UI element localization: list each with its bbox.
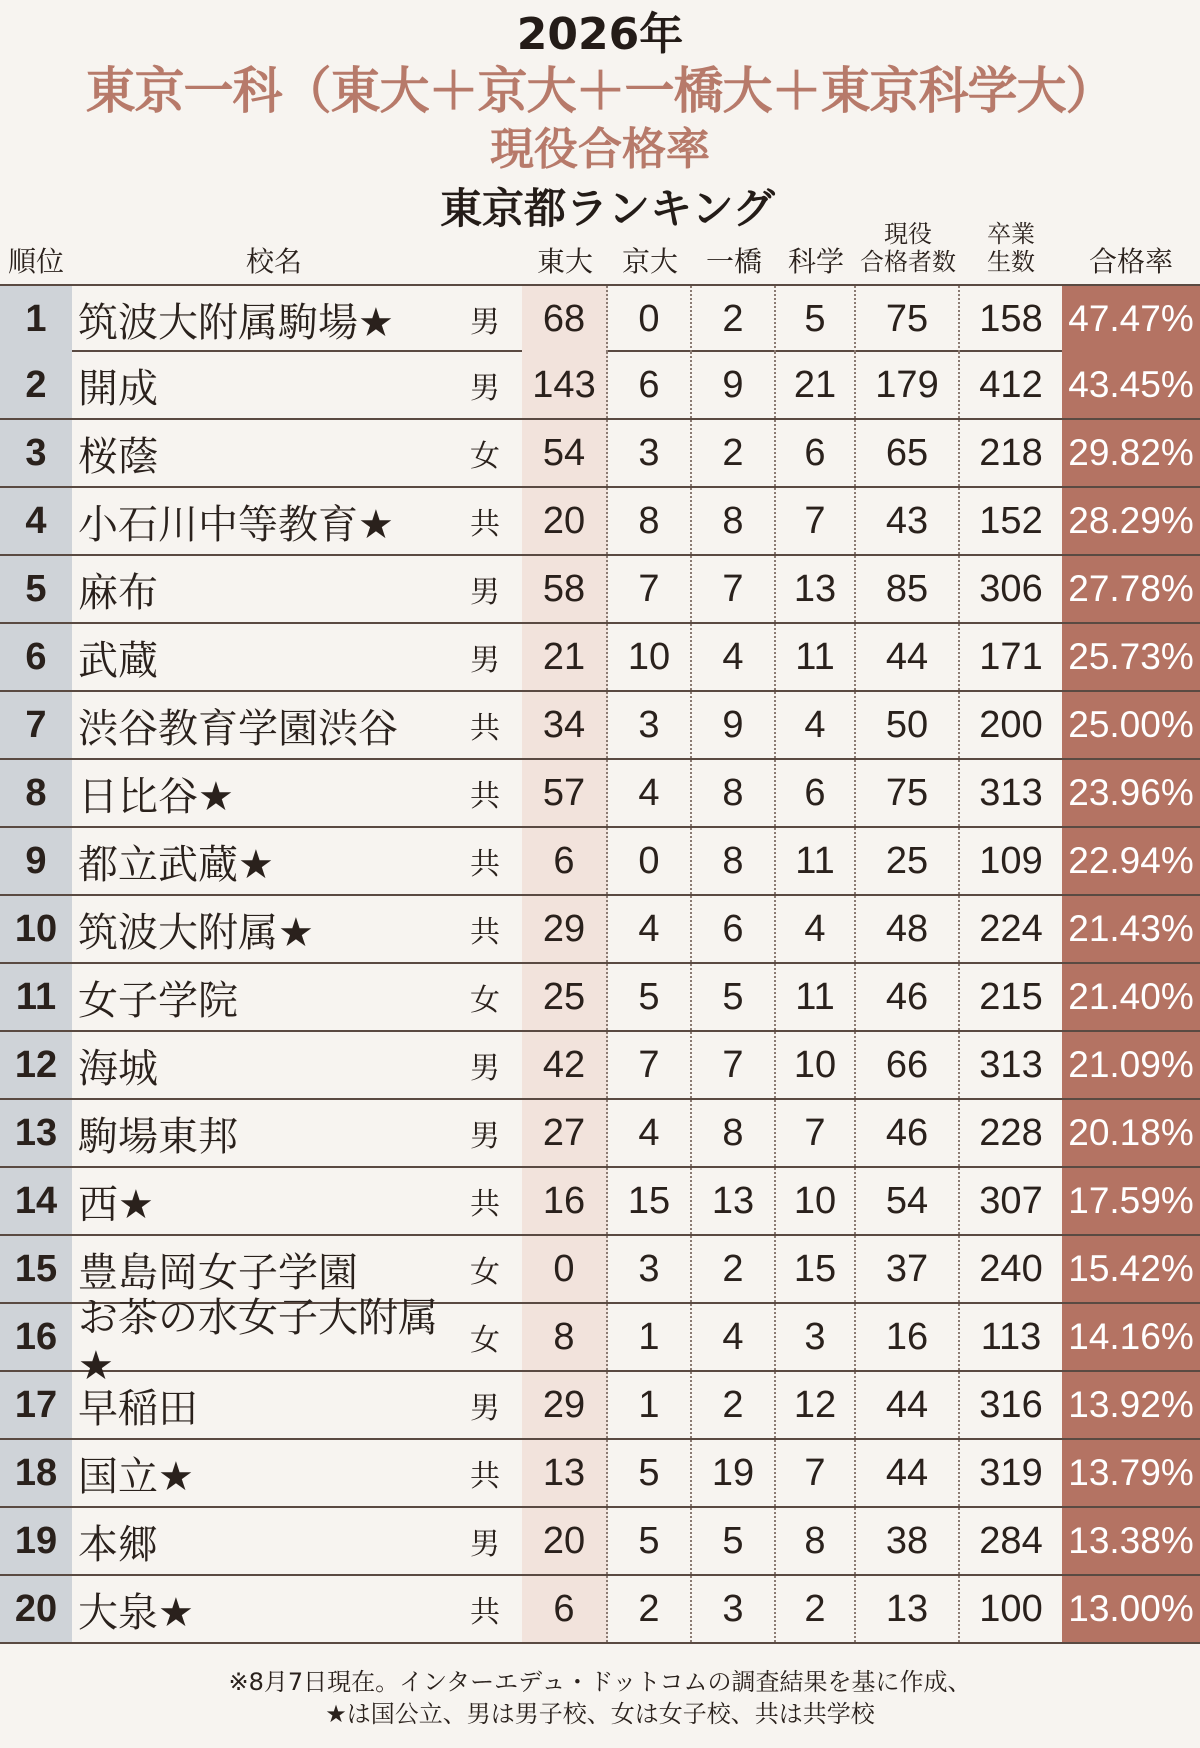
title-year: 2026年 [516,9,684,60]
kyodai-cell: 8 [608,488,692,554]
passers-cell: 44 [856,624,960,690]
school-name-cell: 小石川中等教育★ [78,501,394,548]
school-name-cell: 武蔵 [78,637,158,684]
passers-cell: 25 [856,828,960,894]
school-name-cell: 都立武蔵★ [78,841,274,888]
school-type-cell: 男 [470,1051,500,1086]
rank-cell: 9 [0,828,72,894]
school-type-cell: 男 [470,643,500,678]
rank-cell: 17 [0,1372,72,1438]
kyodai-cell: 0 [608,828,692,894]
table-row [0,1032,1200,1100]
school-type-cell: 共 [470,847,500,882]
hitotsubashi-cell: 2 [692,1372,776,1438]
school-type-cell: 女 [470,439,500,474]
kyodai-cell: 5 [608,964,692,1030]
rank-cell: 4 [0,488,72,554]
rank-cell: 5 [0,556,72,622]
graduates-cell: 284 [979,1519,1043,1562]
rank-cell: 10 [0,896,72,962]
school-name-cell: 国立★ [78,1453,194,1500]
graduates-cell: 100 [979,1587,1043,1630]
school-type-cell: 女 [470,1255,500,1290]
graduates-cell: 319 [979,1451,1043,1494]
kyodai-cell: 6 [608,352,692,418]
pass-rate-cell: 47.47% [1062,286,1200,352]
hitotsubashi-cell: 9 [692,352,776,418]
school-name-cell: 桜蔭 [78,433,158,480]
school-name-cell: 西★ [78,1181,154,1228]
table-row [0,1100,1200,1168]
todai-cell: 0 [522,1236,608,1302]
header-grads-line1: 卒業 [987,220,1035,248]
ranking-table [0,284,1200,1644]
header-kyodai: 京大 [621,245,678,278]
kagaku-cell: 7 [776,1100,856,1166]
hitotsubashi-cell: 3 [692,1576,776,1642]
passers-cell: 38 [856,1508,960,1574]
table-row [0,1440,1200,1508]
header-rate: 合格率 [1088,245,1173,278]
pass-rate-cell: 14.16% [1062,1304,1200,1370]
graduates-cell: 412 [979,363,1043,406]
rank-cell: 12 [0,1032,72,1098]
school-type-cell: 男 [470,575,500,610]
todai-cell: 29 [522,1372,608,1438]
table-row [0,896,1200,964]
table-row [0,352,1200,420]
todai-cell: 68 [522,286,608,352]
kyodai-cell: 3 [608,420,692,486]
school-type-cell: 男 [470,305,500,340]
footnote [0,1666,1200,1730]
graduates-cell: 200 [979,703,1043,746]
footnote-line2: ★は国公立、男は男子校、女は女子校、共は共学校 [325,1700,875,1728]
kagaku-cell: 10 [776,1168,856,1234]
school-name-cell: 駒場東邦 [78,1113,238,1160]
kagaku-cell: 5 [776,286,856,352]
title-subtitle: 現役合格率 [490,124,710,175]
graduates-cell: 152 [979,499,1043,542]
table-row [0,420,1200,488]
passers-cell: 46 [856,1100,960,1166]
rank-cell: 7 [0,692,72,758]
pass-rate-cell: 13.79% [1062,1440,1200,1506]
header-name: 校名 [245,245,302,278]
hitotsubashi-cell: 8 [692,760,776,826]
passers-cell: 13 [856,1576,960,1642]
rank-cell: 3 [0,420,72,486]
table-row [0,556,1200,624]
rank-cell: 2 [0,352,72,418]
hitotsubashi-cell: 5 [692,1508,776,1574]
school-name-cell: お茶の水女子大附属★ [78,1294,438,1389]
kyodai-cell: 1 [608,1304,692,1370]
pass-rate-cell: 13.92% [1062,1372,1200,1438]
rank-cell: 15 [0,1236,72,1302]
passers-cell: 50 [856,692,960,758]
graduates-cell: 240 [979,1247,1043,1290]
kagaku-cell: 6 [776,760,856,826]
table-row [0,828,1200,896]
hitotsubashi-cell: 7 [692,556,776,622]
school-type-cell: 共 [470,1595,500,1630]
todai-cell: 58 [522,556,608,622]
passers-cell: 179 [856,352,960,418]
passers-cell: 75 [856,760,960,826]
graduates-cell: 228 [979,1111,1043,1154]
school-name-cell: 早稲田 [78,1385,198,1432]
kagaku-cell: 2 [776,1576,856,1642]
school-name-cell: 開成 [78,365,158,412]
todai-cell: 8 [522,1304,608,1370]
kagaku-cell: 7 [776,488,856,554]
kagaku-cell: 15 [776,1236,856,1302]
footnote-line1: ※8月7日現在。インターエデュ・ドットコムの調査結果を基に作成、 [228,1668,972,1696]
table-row [0,1168,1200,1236]
school-name-cell: 本郷 [78,1521,158,1568]
todai-cell: 27 [522,1100,608,1166]
table-row [0,624,1200,692]
rank-cell: 20 [0,1576,72,1642]
passers-cell: 44 [856,1372,960,1438]
school-type-cell: 女 [470,1323,500,1358]
title-ranking: 東京都ランキング [440,184,775,233]
graduates-cell: 316 [979,1383,1043,1426]
graduates-cell: 171 [979,635,1043,678]
hitotsubashi-cell: 7 [692,1032,776,1098]
kyodai-cell: 3 [608,692,692,758]
hitotsubashi-cell: 2 [692,420,776,486]
passers-cell: 54 [856,1168,960,1234]
todai-cell: 6 [522,828,608,894]
graduates-cell: 224 [979,907,1043,950]
header-todai: 東大 [536,245,593,278]
kyodai-cell: 2 [608,1576,692,1642]
pass-rate-cell: 28.29% [1062,488,1200,554]
header-grads [960,218,1062,282]
hitotsubashi-cell: 13 [692,1168,776,1234]
kagaku-cell: 4 [776,896,856,962]
table-row [0,964,1200,1032]
kyodai-cell: 7 [608,1032,692,1098]
graduates-cell: 306 [979,567,1043,610]
hitotsubashi-cell: 4 [692,1304,776,1370]
kyodai-cell: 4 [608,1100,692,1166]
pass-rate-cell: 25.00% [1062,692,1200,758]
todai-cell: 57 [522,760,608,826]
kagaku-cell: 7 [776,1440,856,1506]
todai-cell: 29 [522,896,608,962]
todai-cell: 34 [522,692,608,758]
school-type-cell: 共 [470,1459,500,1494]
passers-cell: 43 [856,488,960,554]
table-row [0,760,1200,828]
hitotsubashi-cell: 2 [692,286,776,352]
graduates-cell: 307 [979,1179,1043,1222]
school-name-cell: 大泉★ [78,1589,194,1636]
school-name-cell: 麻布 [78,569,158,616]
hitotsubashi-cell: 9 [692,692,776,758]
pass-rate-cell: 21.40% [1062,964,1200,1030]
school-name-cell: 豊島岡女子学園 [78,1249,358,1296]
kyodai-cell: 5 [608,1508,692,1574]
hitotsubashi-cell: 5 [692,964,776,1030]
kyodai-cell: 7 [608,556,692,622]
kagaku-cell: 11 [776,828,856,894]
school-type-cell: 男 [470,1527,500,1562]
passers-cell: 37 [856,1236,960,1302]
graduates-cell: 215 [979,975,1043,1018]
school-name-cell: 女子学院 [78,977,238,1024]
kyodai-cell: 4 [608,760,692,826]
pass-rate-cell: 22.94% [1062,828,1200,894]
rank-cell: 14 [0,1168,72,1234]
school-type-cell: 男 [470,1119,500,1154]
kyodai-cell: 15 [608,1168,692,1234]
passers-cell: 16 [856,1304,960,1370]
rank-cell: 19 [0,1508,72,1574]
rank-cell: 18 [0,1440,72,1506]
school-type-cell: 女 [470,983,500,1018]
table-row [0,1576,1200,1644]
school-type-cell: 男 [470,1391,500,1426]
header-hitotsubashi: 一橋 [705,245,762,278]
todai-cell: 20 [522,1508,608,1574]
school-type-cell: 共 [470,915,500,950]
hitotsubashi-cell: 6 [692,896,776,962]
table-row [0,1508,1200,1576]
hitotsubashi-cell: 2 [692,1236,776,1302]
rank-cell: 13 [0,1100,72,1166]
table-row [0,692,1200,760]
pass-rate-cell: 29.82% [1062,420,1200,486]
pass-rate-cell: 20.18% [1062,1100,1200,1166]
hitotsubashi-cell: 8 [692,1100,776,1166]
pass-rate-cell: 25.73% [1062,624,1200,690]
header-kagaku: 科学 [787,245,844,278]
graduates-cell: 313 [979,1043,1043,1086]
rank-cell: 1 [0,286,72,352]
school-name-cell: 筑波大附属★ [78,909,314,956]
todai-cell: 13 [522,1440,608,1506]
school-type-cell: 共 [470,507,500,542]
school-name-cell: 海城 [78,1045,158,1092]
hitotsubashi-cell: 8 [692,488,776,554]
header-passers [856,218,960,282]
kyodai-cell: 10 [608,624,692,690]
kagaku-cell: 11 [776,964,856,1030]
pass-rate-cell: 17.59% [1062,1168,1200,1234]
table-row [0,1372,1200,1440]
header-grads-line2: 生数 [987,248,1035,276]
school-name-cell: 筑波大附属駒場★ [78,299,394,346]
table-row [0,284,1200,352]
pass-rate-cell: 21.09% [1062,1032,1200,1098]
kyodai-cell: 5 [608,1440,692,1506]
passers-cell: 48 [856,896,960,962]
passers-cell: 46 [856,964,960,1030]
kagaku-cell: 12 [776,1372,856,1438]
hitotsubashi-cell: 19 [692,1440,776,1506]
pass-rate-cell: 21.43% [1062,896,1200,962]
todai-cell: 25 [522,964,608,1030]
school-type-cell: 男 [470,371,500,406]
rank-cell: 8 [0,760,72,826]
kagaku-cell: 8 [776,1508,856,1574]
passers-cell: 85 [856,556,960,622]
todai-cell: 42 [522,1032,608,1098]
school-name-cell: 渋谷教育学園渋谷 [78,705,398,752]
passers-cell: 44 [856,1440,960,1506]
rank-cell: 11 [0,964,72,1030]
school-type-cell: 共 [470,779,500,814]
kyodai-cell: 4 [608,896,692,962]
todai-cell: 143 [522,352,608,418]
kyodai-cell: 0 [608,286,692,352]
rank-cell: 6 [0,624,72,690]
pass-rate-cell: 15.42% [1062,1236,1200,1302]
rank-cell: 16 [0,1304,72,1370]
kagaku-cell: 21 [776,352,856,418]
graduates-cell: 218 [979,431,1043,474]
pass-rate-cell: 43.45% [1062,352,1200,418]
school-type-cell: 共 [470,711,500,746]
todai-cell: 6 [522,1576,608,1642]
kagaku-cell: 10 [776,1032,856,1098]
kagaku-cell: 3 [776,1304,856,1370]
kagaku-cell: 6 [776,420,856,486]
passers-cell: 75 [856,286,960,352]
title-main: 東京一科（東大＋京大＋一橋大＋東京科学大） [85,62,1115,120]
pass-rate-cell: 13.38% [1062,1508,1200,1574]
hitotsubashi-cell: 4 [692,624,776,690]
pass-rate-cell: 23.96% [1062,760,1200,826]
todai-cell: 21 [522,624,608,690]
todai-cell: 16 [522,1168,608,1234]
table-row [0,1294,1200,1389]
title-block [0,10,1200,178]
pass-rate-cell: 13.00% [1062,1576,1200,1642]
kyodai-cell: 1 [608,1372,692,1438]
graduates-cell: 158 [979,297,1043,340]
kagaku-cell: 11 [776,624,856,690]
kagaku-cell: 13 [776,556,856,622]
todai-cell: 20 [522,488,608,554]
header-passers-line2: 合格者数 [860,248,956,276]
table-row [0,488,1200,556]
graduates-cell: 113 [980,1315,1042,1358]
header-passers-line1: 現役 [884,220,932,248]
kyodai-cell: 3 [608,1236,692,1302]
header-rank: 順位 [7,245,64,278]
graduates-cell: 313 [979,771,1043,814]
kagaku-cell: 4 [776,692,856,758]
pass-rate-cell: 27.78% [1062,556,1200,622]
school-type-cell: 共 [470,1187,500,1222]
hitotsubashi-cell: 8 [692,828,776,894]
todai-cell: 54 [522,420,608,486]
school-name-cell: 日比谷★ [78,773,234,820]
passers-cell: 65 [856,420,960,486]
graduates-cell: 109 [979,839,1043,882]
passers-cell: 66 [856,1032,960,1098]
